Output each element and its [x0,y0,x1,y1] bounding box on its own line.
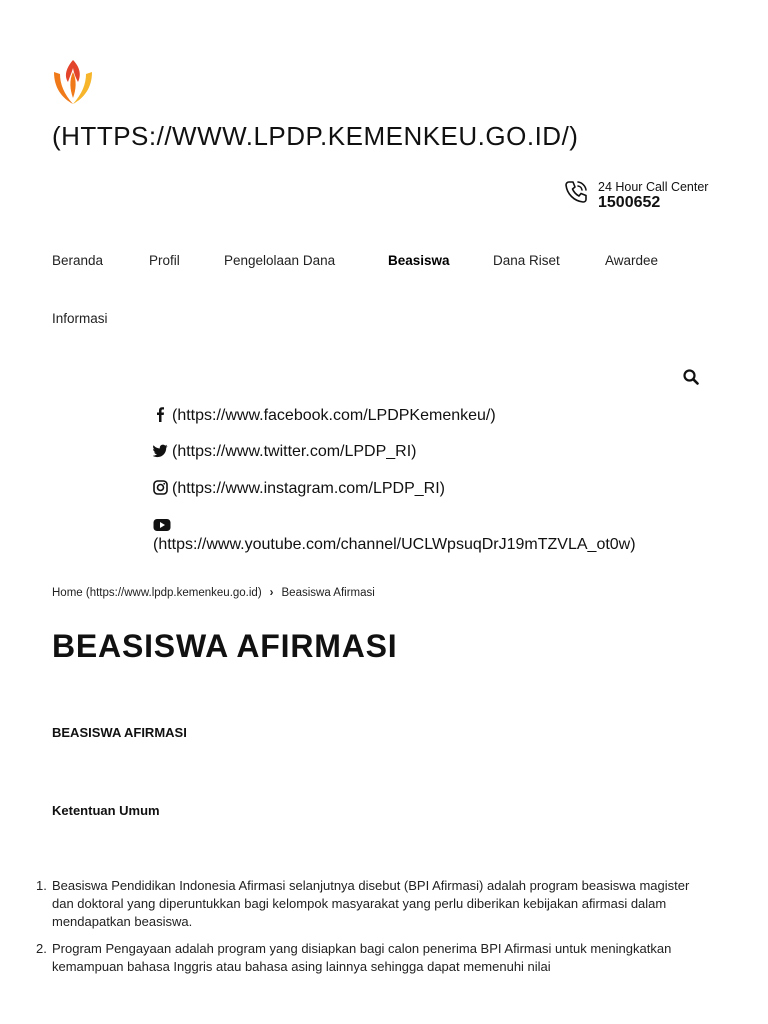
youtube-icon[interactable] [153,518,171,532]
section-heading: Ketentuan Umum [52,803,160,818]
nav-item-pengelolaan-dana[interactable]: Pengelolaan Dana [224,253,336,268]
facebook-link-text[interactable]: (https://www.facebook.com/LPDPKemenkeu/) [172,407,496,424]
nav-item-profil[interactable]: Profil [149,253,180,268]
list-item [36,877,712,931]
list-item-text: Beasiswa Pendidikan Indonesia Afirmasi selanjutnya disebut (BPI Afirmasi) adalah program beasiswa magister dan doktoral yang diperuntukkan bagi kelompok masyarakat yang perlu diberikan kebijakan afirmasi dalam mendapatkan beasiswa. [52,878,690,929]
social-youtube-link[interactable]: (https://www.youtube.com/channel/UCLWpsuqDrJ19mTZVLA_ot0w) [153,536,636,553]
facebook-icon [153,407,168,422]
breadcrumb [52,587,375,599]
twitter-link-text[interactable]: (https://www.twitter.com/LPDP_RI) [172,443,417,460]
nav-item-awardee[interactable]: Awardee [605,253,659,268]
search-icon[interactable] [682,368,700,386]
list-item [36,940,712,976]
social-facebook-link[interactable] [153,407,496,425]
phone-icon [563,179,589,205]
nav-item-beasiswa[interactable]: Beasiswa [388,253,450,268]
nav-item-informasi[interactable]: Informasi [52,311,108,326]
list-item-text: Program Pengayaan adalah program yang disiapkan bagi calon penerima BPI Afirmasi untuk meningkatkan kemampuan bahasa Inggris atau bahasa asing lainnya sehingga dapat memenuhi nilai [52,941,672,974]
nav-item-beranda[interactable]: Beranda [52,253,104,268]
lpdp-logo-icon[interactable] [50,58,96,106]
social-twitter-link[interactable] [153,443,417,461]
content-subheading: BEASISWA AFIRMASI [52,725,187,740]
breadcrumb-current: Beasiswa Afirmasi [281,587,375,599]
call-center-number[interactable]: 1500652 [598,194,661,211]
instagram-icon [153,480,168,495]
list-item-number: 1. [36,878,47,893]
page-title: BEASISWA AFIRMASI [52,628,398,664]
breadcrumb-home[interactable]: Home (https://www.lpdp.kemenkeu.go.id) [52,587,262,599]
ketentuan-list [36,877,712,985]
social-instagram-link[interactable] [153,480,445,498]
site-home-link[interactable]: (HTTPS://WWW.LPDP.KEMENKEU.GO.ID/) [52,121,579,151]
call-center-label: 24 Hour Call Center [598,180,709,194]
list-item-number: 2. [36,941,47,956]
twitter-icon [153,443,168,458]
instagram-link-text[interactable]: (https://www.instagram.com/LPDP_RI) [172,480,445,497]
chevron-right-icon: › [269,587,274,599]
call-center [563,179,743,215]
nav-item-dana-riset[interactable]: Dana Riset [493,253,560,268]
